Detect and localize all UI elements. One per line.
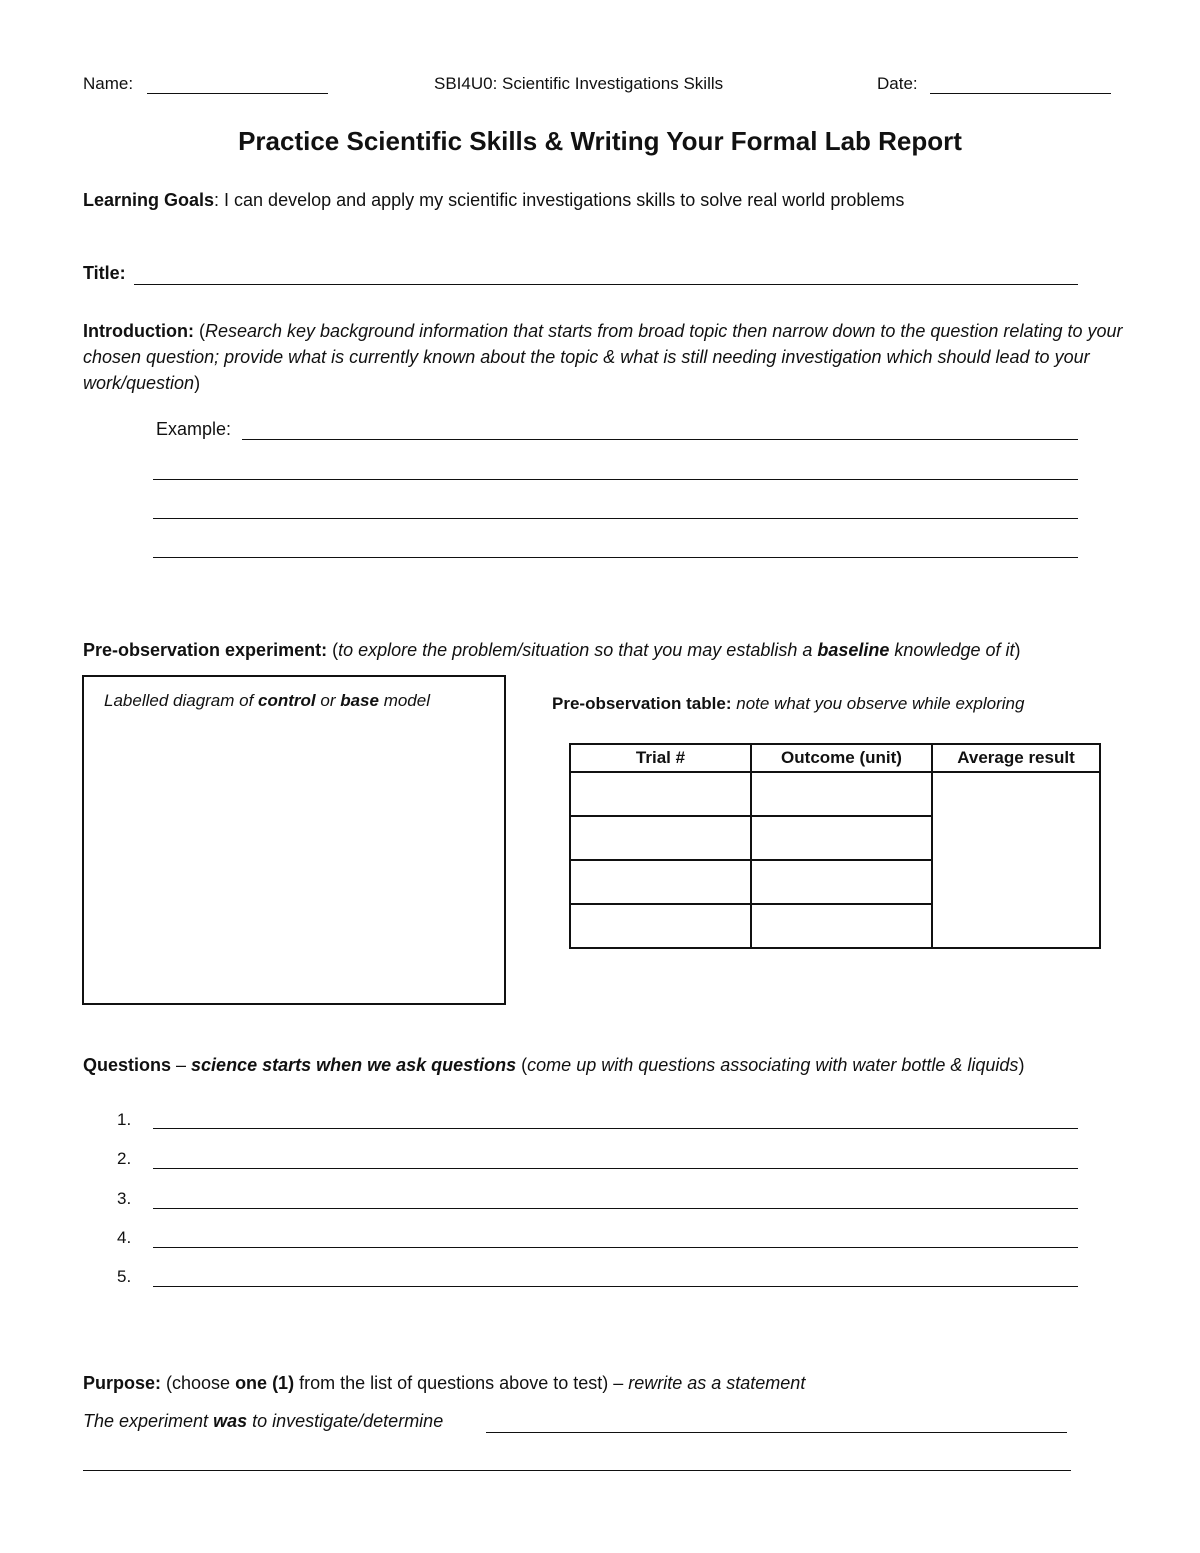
introduction-label: Introduction:: [83, 321, 194, 341]
purpose-statement-2: to investigate/determine: [247, 1411, 444, 1431]
pre-observation-text-1: to explore the problem/situation so that you may establish a: [338, 640, 818, 660]
introduction-close-paren: ): [194, 373, 201, 393]
diagram-label-suffix: model: [378, 691, 430, 710]
example-line-1[interactable]: [242, 439, 1078, 440]
trial-cell[interactable]: [570, 772, 751, 816]
course-code: SBI4U0: Scientific Investigations Skills: [434, 74, 724, 93]
purpose-text-1: (choose: [161, 1373, 236, 1393]
question-number-1: 1.: [117, 1110, 132, 1129]
introduction: [83, 318, 1123, 396]
questions-label: Questions: [83, 1055, 172, 1075]
example-line-2[interactable]: [153, 479, 1078, 480]
purpose-rewrite-note: rewrite as a statement: [628, 1373, 806, 1393]
purpose-one: one (1): [235, 1373, 295, 1393]
pre-observation-open-paren: (: [332, 640, 339, 660]
introduction-instructions: Research key background information that starts from broad topic then narrow down to the question relating to your chosen question; provide what is currently known about the topic & what is still needing investigation which should lead to your work/question: [83, 321, 1123, 393]
question-line-2[interactable]: [153, 1168, 1078, 1169]
purpose-text-2: from the list of questions above to test) –: [294, 1373, 629, 1393]
pre-observation-label: Pre-observation experiment:: [83, 640, 328, 660]
questions-note: come up with questions associating with water bottle & liquids: [527, 1055, 1019, 1075]
outcome-cell[interactable]: [751, 860, 932, 904]
question-number-5: 5.: [117, 1267, 132, 1286]
header-outcome: Outcome (unit): [751, 744, 932, 772]
question-line-1[interactable]: [153, 1128, 1078, 1129]
purpose-statement: [83, 1411, 443, 1432]
date-label: Date:: [877, 74, 918, 93]
header-trial: Trial #: [570, 744, 751, 772]
purpose-statement-1: The experiment: [83, 1411, 214, 1431]
question-number-2: 2.: [117, 1149, 132, 1168]
purpose-label: Purpose:: [83, 1373, 162, 1393]
learning-goals-text: : I can develop and apply my scientific investigations skills to solve real world problems: [214, 190, 905, 210]
learning-goals-label: Learning Goals: [83, 190, 215, 210]
questions-close-paren: ): [1018, 1055, 1025, 1075]
diagram-box[interactable]: [82, 675, 506, 1005]
example-line-3[interactable]: [153, 518, 1078, 519]
purpose-line-1[interactable]: [486, 1432, 1067, 1433]
pre-observation-text-2: knowledge of it: [889, 640, 1015, 660]
questions-dash: –: [171, 1055, 192, 1075]
header-average: Average result: [932, 744, 1100, 772]
example-label: Example:: [156, 419, 232, 439]
pre-observation-table: [569, 743, 1101, 949]
purpose-statement-was: was: [213, 1411, 248, 1431]
diagram-label: [104, 691, 430, 711]
average-result-cell[interactable]: [932, 772, 1100, 948]
diagram-label-control: control: [258, 691, 316, 710]
questions-subtitle: science starts when we ask questions: [191, 1055, 517, 1075]
trial-cell[interactable]: [570, 904, 751, 948]
question-line-5[interactable]: [153, 1286, 1078, 1287]
question-number-3: 3.: [117, 1189, 132, 1208]
outcome-cell[interactable]: [751, 816, 932, 860]
diagram-label-or: or: [315, 691, 341, 710]
purpose-line-2[interactable]: [83, 1470, 1071, 1471]
learning-goals: [83, 190, 904, 211]
table-header-row: [570, 744, 1100, 772]
diagram-label-base: base: [340, 691, 379, 710]
table-caption-note: note what you observe while exploring: [736, 694, 1025, 713]
page-title: Practice Scientific Skills & Writing Your Formal Lab Report: [238, 126, 962, 156]
question-number-4: 4.: [117, 1228, 132, 1247]
pre-observation-close-paren: ): [1014, 640, 1021, 660]
outcome-cell[interactable]: [751, 904, 932, 948]
purpose-heading: [83, 1373, 805, 1394]
outcome-cell[interactable]: [751, 772, 932, 816]
table-row: [570, 772, 1100, 816]
pre-observation-baseline: baseline: [817, 640, 890, 660]
question-line-4[interactable]: [153, 1247, 1078, 1248]
question-line-3[interactable]: [153, 1208, 1078, 1209]
title-field[interactable]: [134, 284, 1078, 285]
date-field[interactable]: [930, 93, 1111, 94]
trial-cell[interactable]: [570, 860, 751, 904]
example-line-4[interactable]: [153, 557, 1078, 558]
name-label: Name:: [83, 74, 134, 93]
questions-heading: [83, 1055, 1024, 1076]
diagram-label-prefix: Labelled diagram of: [104, 691, 259, 710]
introduction-open-paren: (: [199, 321, 205, 341]
questions-open-paren: (: [516, 1055, 528, 1075]
trial-cell[interactable]: [570, 816, 751, 860]
name-field[interactable]: [147, 93, 328, 94]
pre-observation-heading: [83, 640, 1021, 661]
title-label: Title:: [83, 263, 126, 283]
table-caption-label: Pre-observation table:: [552, 694, 732, 713]
pre-observation-table-caption: [552, 694, 1024, 714]
